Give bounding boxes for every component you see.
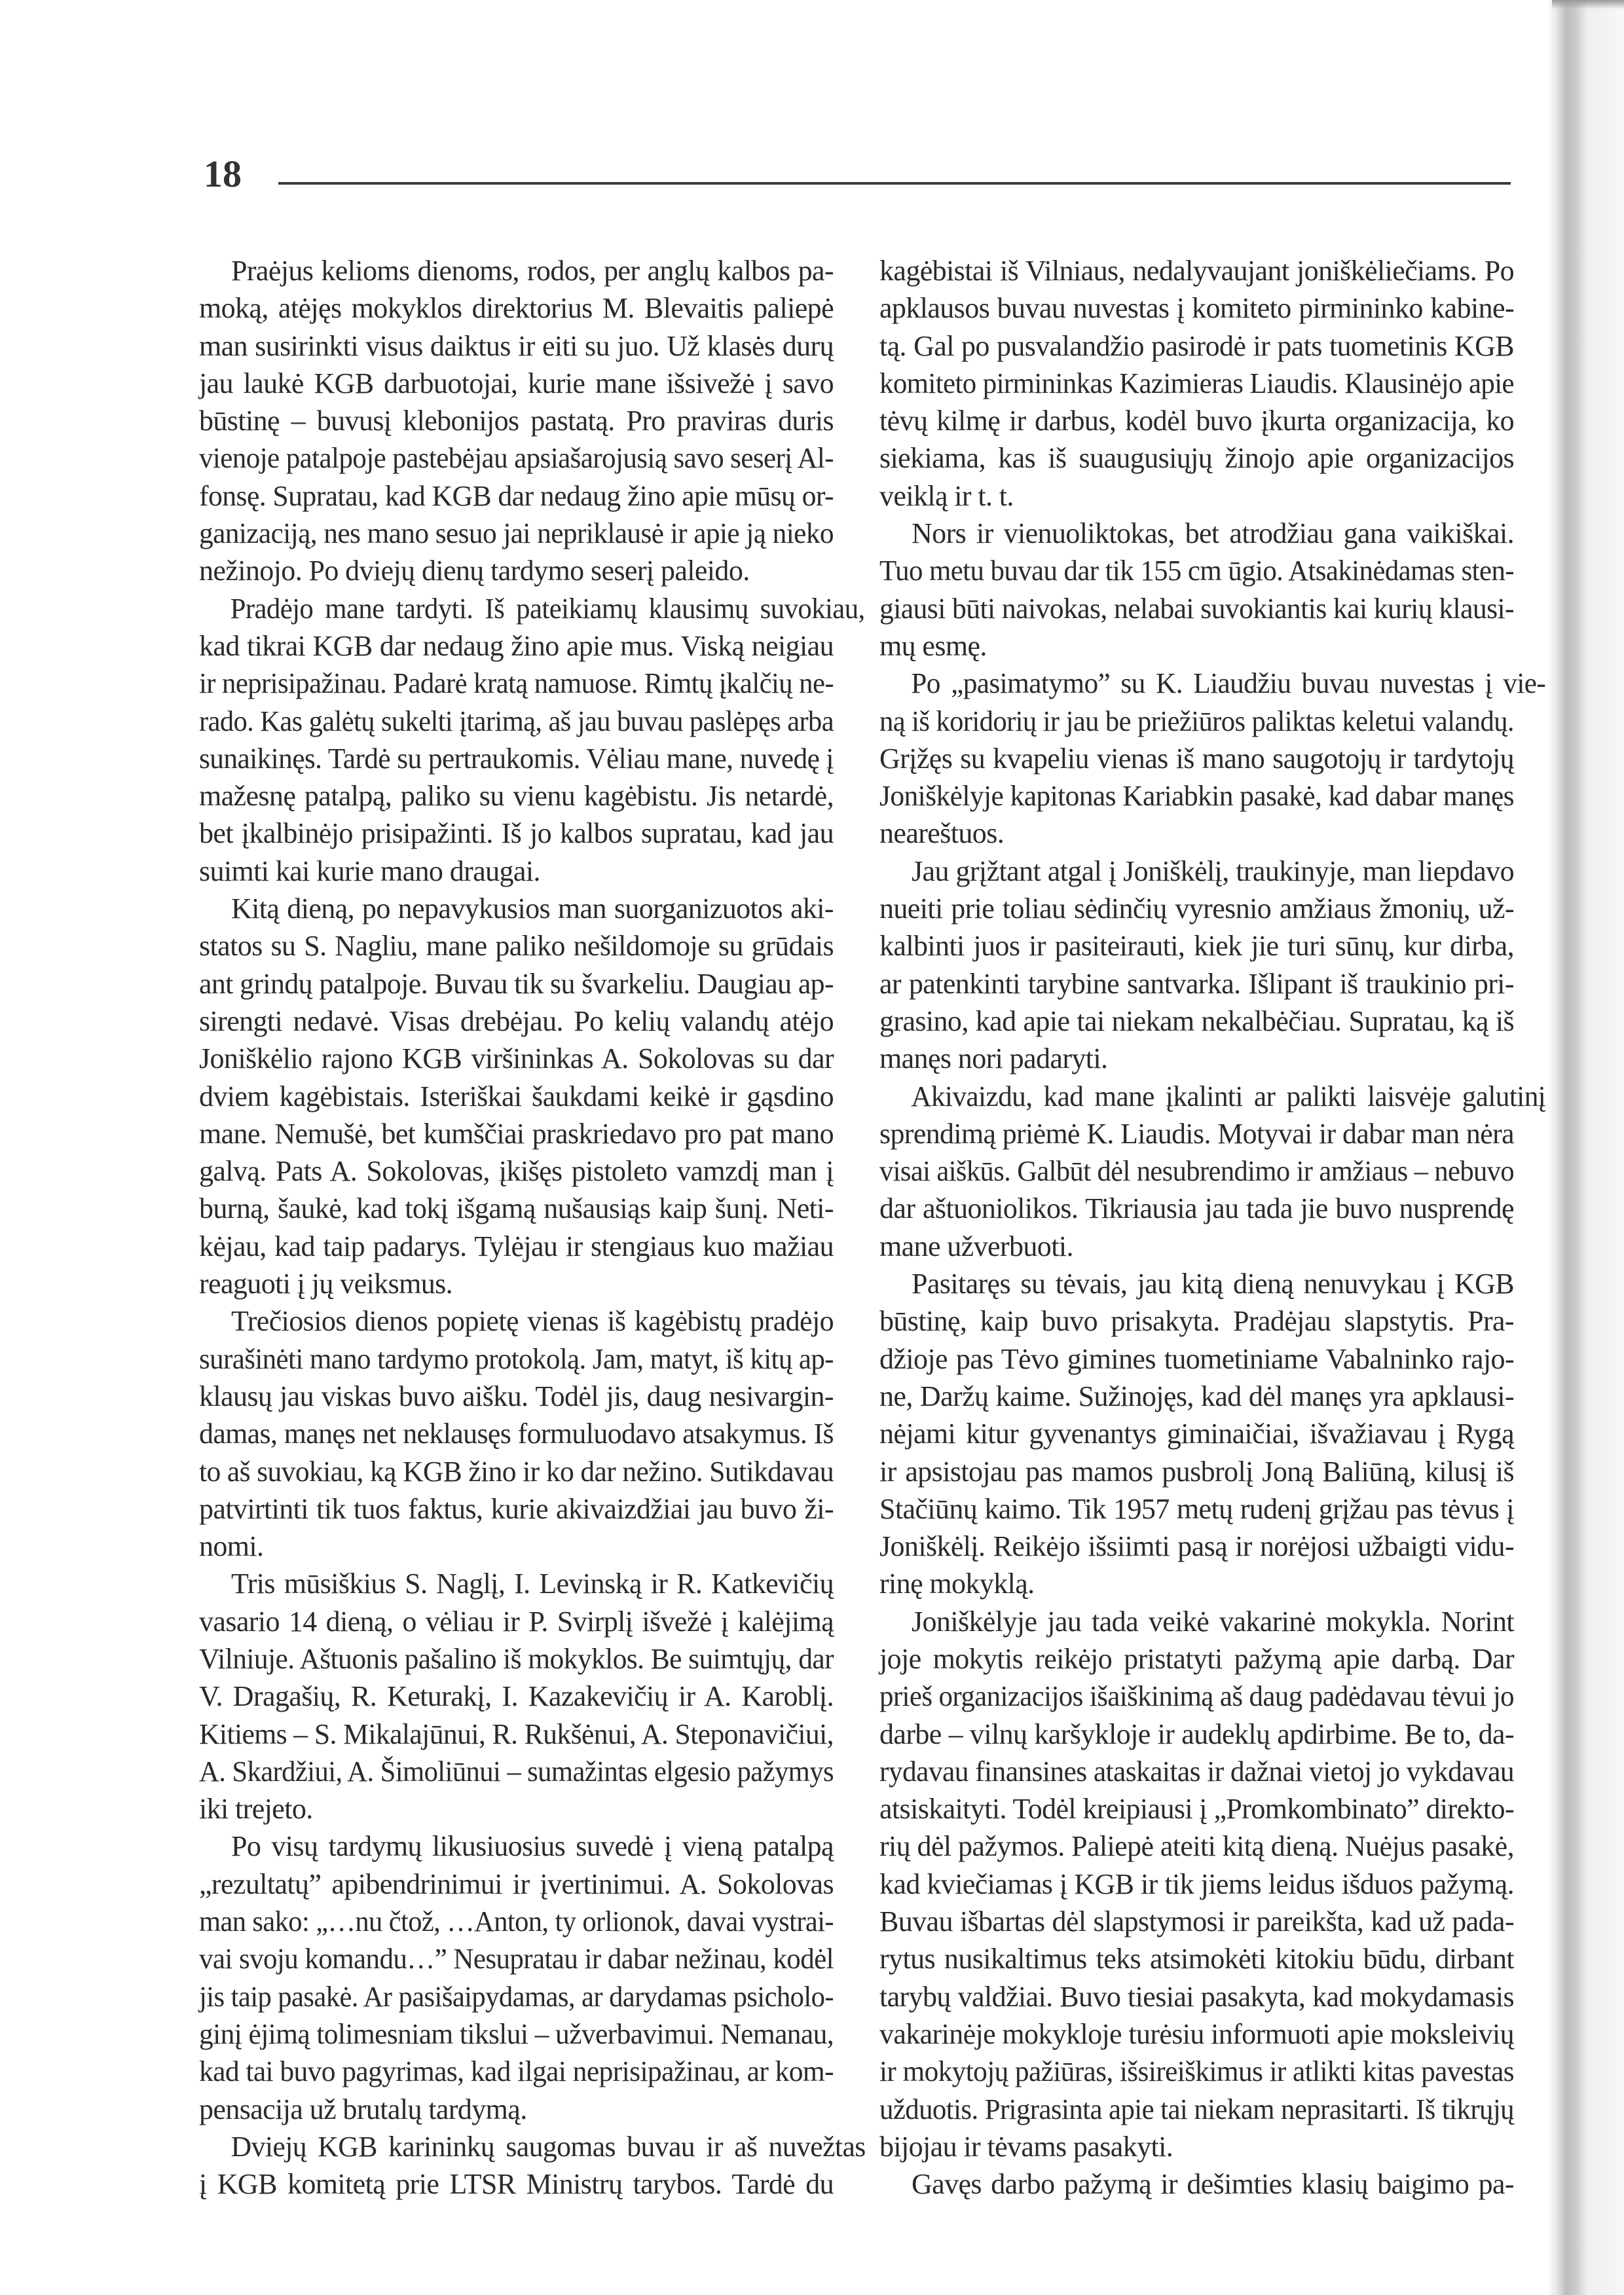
text-line: Po „pasimatymo” su K. Liaudžiu buvau nuvestas į vie-: [911, 667, 1546, 700]
text-line: užduotis. Prigrasinta apie tai niekam neprasitarti. Iš tikrųjų: [879, 2093, 1514, 2125]
text-line: jis taip pasakė. Ar pasišaipydamas, ar darydamas psicholo-: [199, 1980, 834, 2013]
text-line: tėvų kilmę ir darbus, kodėl buvo įkurta organizacija, ko: [879, 405, 1514, 437]
text-line: Nors ir vienuoliktokas, bet atrodžiau gana vaikiškai.: [912, 517, 1514, 550]
text-line: vakarinėje mokykloje turėsiu informuoti apie moksleivių: [879, 2017, 1514, 2050]
text-line: nueiti prie toliau sėdinčių vyresnio amžiaus žmonių, už-: [879, 892, 1514, 925]
text-line: Tuo metu buvau dar tik 155 cm ūgio. Atsakinėdamas sten-: [879, 555, 1514, 587]
text-column-left: [199, 252, 866, 2203]
text-line: tarybų valdžiai. Buvo tiesiai pasakyta, kad mokydamasis: [879, 1980, 1514, 2013]
text-line: nomi.: [199, 1530, 264, 1563]
text-line: V. Dragašių, R. Keturakį, I. Kazakevičių ir A. Karoblį.: [199, 1680, 834, 1713]
header-rule: [278, 182, 1511, 185]
text-line: mane užverbuoti.: [879, 1230, 1073, 1262]
text-line: ar patenkinti tarybine santvarka. Išlipant iš traukinio pri-: [879, 967, 1514, 1000]
text-column-right: [879, 252, 1546, 2203]
text-line: Grįžęs su kvapeliu vienas iš mano saugotojų ir tardytojų: [879, 742, 1514, 775]
text-line: Trečiosios dienos popietę vienas iš kagėbistų pradėjo: [231, 1305, 834, 1338]
text-line: darbe – vilnų karšykloje ir audeklų apdirbime. Be to, da-: [879, 1717, 1514, 1750]
text-line: suimti kai kurie mano draugai.: [199, 854, 540, 887]
text-line: bet įkalbinėjo prisipažinti. Iš jo kalbos supratau, kad jau: [199, 817, 834, 850]
text-line: rinę mokyklą.: [879, 1568, 1035, 1600]
text-line: ginį ėjimą tolimesniam tikslui – užverbavimui. Nemanau,: [199, 2017, 834, 2050]
text-line: surašinėti mano tardymo protokolą. Jam, matyt, iš kitų ap-: [199, 1342, 834, 1375]
text-line: visai aiškūs. Galbūt dėl nesubrendimo ir amžiaus – nebuvo: [879, 1155, 1514, 1188]
text-line: jau laukė KGB darbuotojai, kurie mane išsivežė į savo: [199, 367, 834, 399]
text-line: „rezultatų” apibendrinimui ir įvertinimui. A. Sokolovas: [199, 1867, 834, 1900]
text-line: neareštuos.: [879, 817, 1005, 850]
text-line: prieš organizacijos išaiškinimą aš daug padėdavau tėvui jo: [879, 1680, 1514, 1713]
text-line: Kitą dieną, po nepavykusios man suorganizuotos aki-: [231, 892, 834, 925]
text-line: sprendimą priėmė K. Liaudis. Motyvai ir dabar man nėra: [879, 1117, 1514, 1150]
text-line: kagėbistai iš Vilniaus, nedalyvaujant joniškėliečiams. Po: [879, 255, 1514, 287]
text-line: mų esmę.: [879, 629, 987, 662]
text-line: sunaikinęs. Tardė su pertraukomis. Vėliau mane, nuvedę į: [199, 742, 834, 775]
text-line: kad kviečiamas į KGB ir tik jiems leidus išduos pažymą.: [879, 1867, 1514, 1900]
text-line: būstinę, kaip buvo prisakyta. Pradėjau slapstytis. Pra-: [879, 1305, 1514, 1338]
book-gutter-shadow: [1547, 0, 1624, 2295]
text-line: moką, atėjęs mokyklos direktorius M. Blevaitis paliepė: [199, 292, 834, 325]
text-line: pensacija už brutalų tardymą.: [199, 2093, 527, 2125]
text-line: statos su S. Nagliu, mane paliko nešildomoje su grūdais: [199, 930, 834, 963]
text-line: apklausos buvau nuvestas į komiteto pirmininko kabine-: [879, 292, 1514, 325]
text-line: nežinojo. Po dviejų dienų tardymo seserį paleido.: [199, 555, 750, 587]
text-line: rytus nusikaltimus teks atsimokėti kitokiu būdu, dirbant: [879, 1943, 1514, 1975]
text-line: komiteto pirmininkas Kazimieras Liaudis. Klausinėjo apie: [879, 367, 1514, 399]
scan-edge-shadow: [1552, 0, 1624, 9]
text-line: kad tikrai KGB dar nedaug žino apie mus. Viską neigiau: [199, 629, 834, 662]
text-line: ir apsistojau pas mamos pusbrolį Joną Baliūną, kilusį iš: [879, 1455, 1514, 1488]
text-line: A. Skardžiui, A. Šimoliūnui – sumažintas elgesio pažymys: [199, 1755, 834, 1788]
text-line: manęs nori padaryti.: [879, 1042, 1108, 1075]
text-line: rių dėl pažymos. Paliepė ateiti kitą dieną. Nuėjus pasakė,: [879, 1830, 1514, 1863]
text-line: tą. Gal po pusvalandžio pasirodė ir pats tuometinis KGB: [879, 329, 1514, 362]
text-line: vai svoju komandu…” Nesupratau ir dabar nežinau, kodėl: [199, 1943, 834, 1975]
text-line: Joniškėlio rajono KGB viršininkas A. Sokolovas su dar: [199, 1042, 834, 1075]
text-line: mane. Nemušė, bet kumščiai praskriedavo pro pat mano: [199, 1117, 834, 1150]
text-line: Vilniuje. Aštuonis pašalino iš mokyklos. Be suimtųjų, dar: [199, 1642, 834, 1675]
text-line: Buvau išbartas dėl slapstymosi ir pareikšta, kad už pada-: [879, 1905, 1514, 1938]
text-line: klausų jau viskas buvo aišku. Todėl jis, daug nesivargin-: [199, 1380, 834, 1412]
text-line: reaguoti į jų veiksmus.: [199, 1268, 453, 1300]
text-line: veiklą ir t. t.: [879, 479, 1014, 512]
text-line: mažesnę patalpą, paliko su vienu kagėbistu. Jis netardė,: [199, 780, 834, 813]
text-line: džioje pas Tėvo gimines tuometiniame Vabalninko rajo-: [879, 1342, 1514, 1375]
text-line: Tris mūsiškius S. Naglį, I. Levinską ir R. Katkevičių: [231, 1568, 834, 1600]
text-line: sirengti nedavė. Visas drebėjau. Po kelių valandų atėjo: [199, 1004, 834, 1037]
text-line: grasino, kad apie tai niekam nekalbėčiau. Supratau, ką iš: [879, 1004, 1514, 1037]
text-line: joje mokytis reikėjo pristatyti pažymą apie darbą. Dar: [879, 1642, 1514, 1675]
text-line: giausi būti naivokas, nelabai suvokiantis kai kurių klausi-: [879, 592, 1514, 625]
text-line: kalbinti juos ir pasiteirauti, kiek jie turi sūnų, kur dirba,: [879, 930, 1514, 963]
page-number: 18: [204, 153, 242, 195]
text-line: nėjami kitur gyvenantys giminaičiai, išvažiavau į Rygą: [879, 1418, 1514, 1450]
text-line: Kitiems – S. Mikalajūnui, R. Rukšėnui, A. Steponavičiui,: [199, 1717, 834, 1750]
text-line: galvą. Pats A. Sokolovas, įkišęs pistoleto vamzdį man į: [199, 1155, 834, 1188]
text-line: man sako: „…nu čtož, …Anton, ty orlionok, davai vystrai-: [199, 1905, 834, 1938]
text-line: Jau grįžtant atgal į Joniškėlį, traukinyje, man liepdavo: [912, 854, 1514, 887]
text-line: Joniškėlyje jau tada veikė vakarinė mokykla. Norint: [912, 1605, 1514, 1638]
text-line: ną iš koridorių ir jau be priežiūros paliktas keletui valandų.: [879, 705, 1514, 737]
text-line: dar aštuoniolikos. Tikriausia jau tada jie buvo nusprendę: [879, 1192, 1514, 1225]
text-line: Joniškėlį. Reikėjo išsiimti pasą ir norėjosi užbaigti vidu-: [879, 1530, 1514, 1563]
text-line: Pasitaręs su tėvais, jau kitą dieną nenuvykau į KGB: [912, 1268, 1514, 1300]
text-line: Joniškėlyje kapitonas Kariabkin pasakė, kad dabar manęs: [879, 780, 1514, 813]
text-line: Gavęs darbo pažymą ir dešimties klasių baigimo pa-: [912, 2168, 1514, 2201]
text-line: Akivaizdu, kad mane įkalinti ar palikti laisvėje galutinį: [911, 1080, 1546, 1112]
text-line: burną, šaukė, kad tokį išgamą nušausiąs kaip šunį. Neti-: [199, 1192, 834, 1225]
text-line: damas, manęs net neklausęs formuluodavo atsakymus. Iš: [199, 1418, 834, 1450]
text-line: ir neprisipažinau. Padarė kratą namuose. Rimtų įkalčių ne-: [199, 667, 834, 700]
text-line: į KGB komitetą prie LTSR Ministrų tarybos. Tardė du: [199, 2168, 834, 2201]
text-line: atsiskaityti. Todėl kreipiausi į „Promkombinato” direkto-: [879, 1793, 1514, 1826]
text-line: siekiama, kas iš suaugusiųjų žinojo apie organizacijos: [879, 442, 1514, 475]
text-line: Praėjus kelioms dienoms, rodos, per anglų kalbos pa-: [231, 255, 834, 287]
text-line: dviem kagėbistais. Isteriškai šaukdami keikė ir gąsdino: [199, 1080, 834, 1112]
text-line: kėjau, kad taip padarys. Tylėjau ir stengiaus kuo mažiau: [199, 1230, 834, 1262]
text-line: kad tai buvo pagyrimas, kad ilgai neprisipažinau, ar kom-: [199, 2055, 834, 2088]
text-line: vienoje patalpoje pastebėjau apsiašarojusią savo seserį Al-: [199, 442, 834, 475]
text-line: ir mokytojų pažiūras, išsireiškimus ir atlikti kitas pavestas: [879, 2055, 1514, 2088]
text-line: ganizaciją, nes mano sesuo jai nepriklausė ir apie ją nieko: [199, 517, 834, 550]
text-line: Pradėjo mane tardyti. Iš pateikiamų klausimų suvokiau,: [230, 592, 865, 625]
text-line: rydavau finansines ataskaitas ir dažnai vietoj jo vykdavau: [879, 1755, 1514, 1788]
text-line: iki trejeto.: [199, 1793, 313, 1826]
text-line: bijojau ir tėvams pasakyti.: [879, 2130, 1173, 2163]
text-line: man susirinkti visus daiktus ir eiti su juo. Už klasės durų: [199, 329, 834, 362]
text-line: ne, Daržų kaime. Sužinojęs, kad dėl manęs yra apklausi-: [879, 1380, 1514, 1412]
text-line: to aš suvokiau, ką KGB žino ir ko dar nežino. Sutikdavau: [199, 1455, 834, 1488]
text-line: Stačiūnų kaimo. Tik 1957 metų rudenį grįžau pas tėvus į: [879, 1492, 1514, 1525]
text-line: fonsę. Supratau, kad KGB dar nedaug žino apie mūsų or-: [199, 479, 834, 512]
text-line: patvirtinti tik tuos faktus, kurie akivaizdžiai jau buvo ži-: [199, 1492, 834, 1525]
text-line: ant grindų patalpoje. Buvau tik su švarkeliu. Daugiau ap-: [199, 967, 834, 1000]
text-line: Dviejų KGB karininkų saugomas buvau ir aš nuvežtas: [231, 2130, 866, 2163]
text-line: vasario 14 dieną, o vėliau ir P. Svirplį išvežė į kalėjimą: [199, 1605, 834, 1638]
text-line: Po visų tardymų likusiuosius suvedė į vieną patalpą: [231, 1830, 834, 1863]
text-line: rado. Kas galėtų sukelti įtarimą, aš jau buvau paslėpęs arba: [199, 705, 834, 737]
text-line: būstinę – buvusį klebonijos pastatą. Pro praviras duris: [199, 405, 834, 437]
